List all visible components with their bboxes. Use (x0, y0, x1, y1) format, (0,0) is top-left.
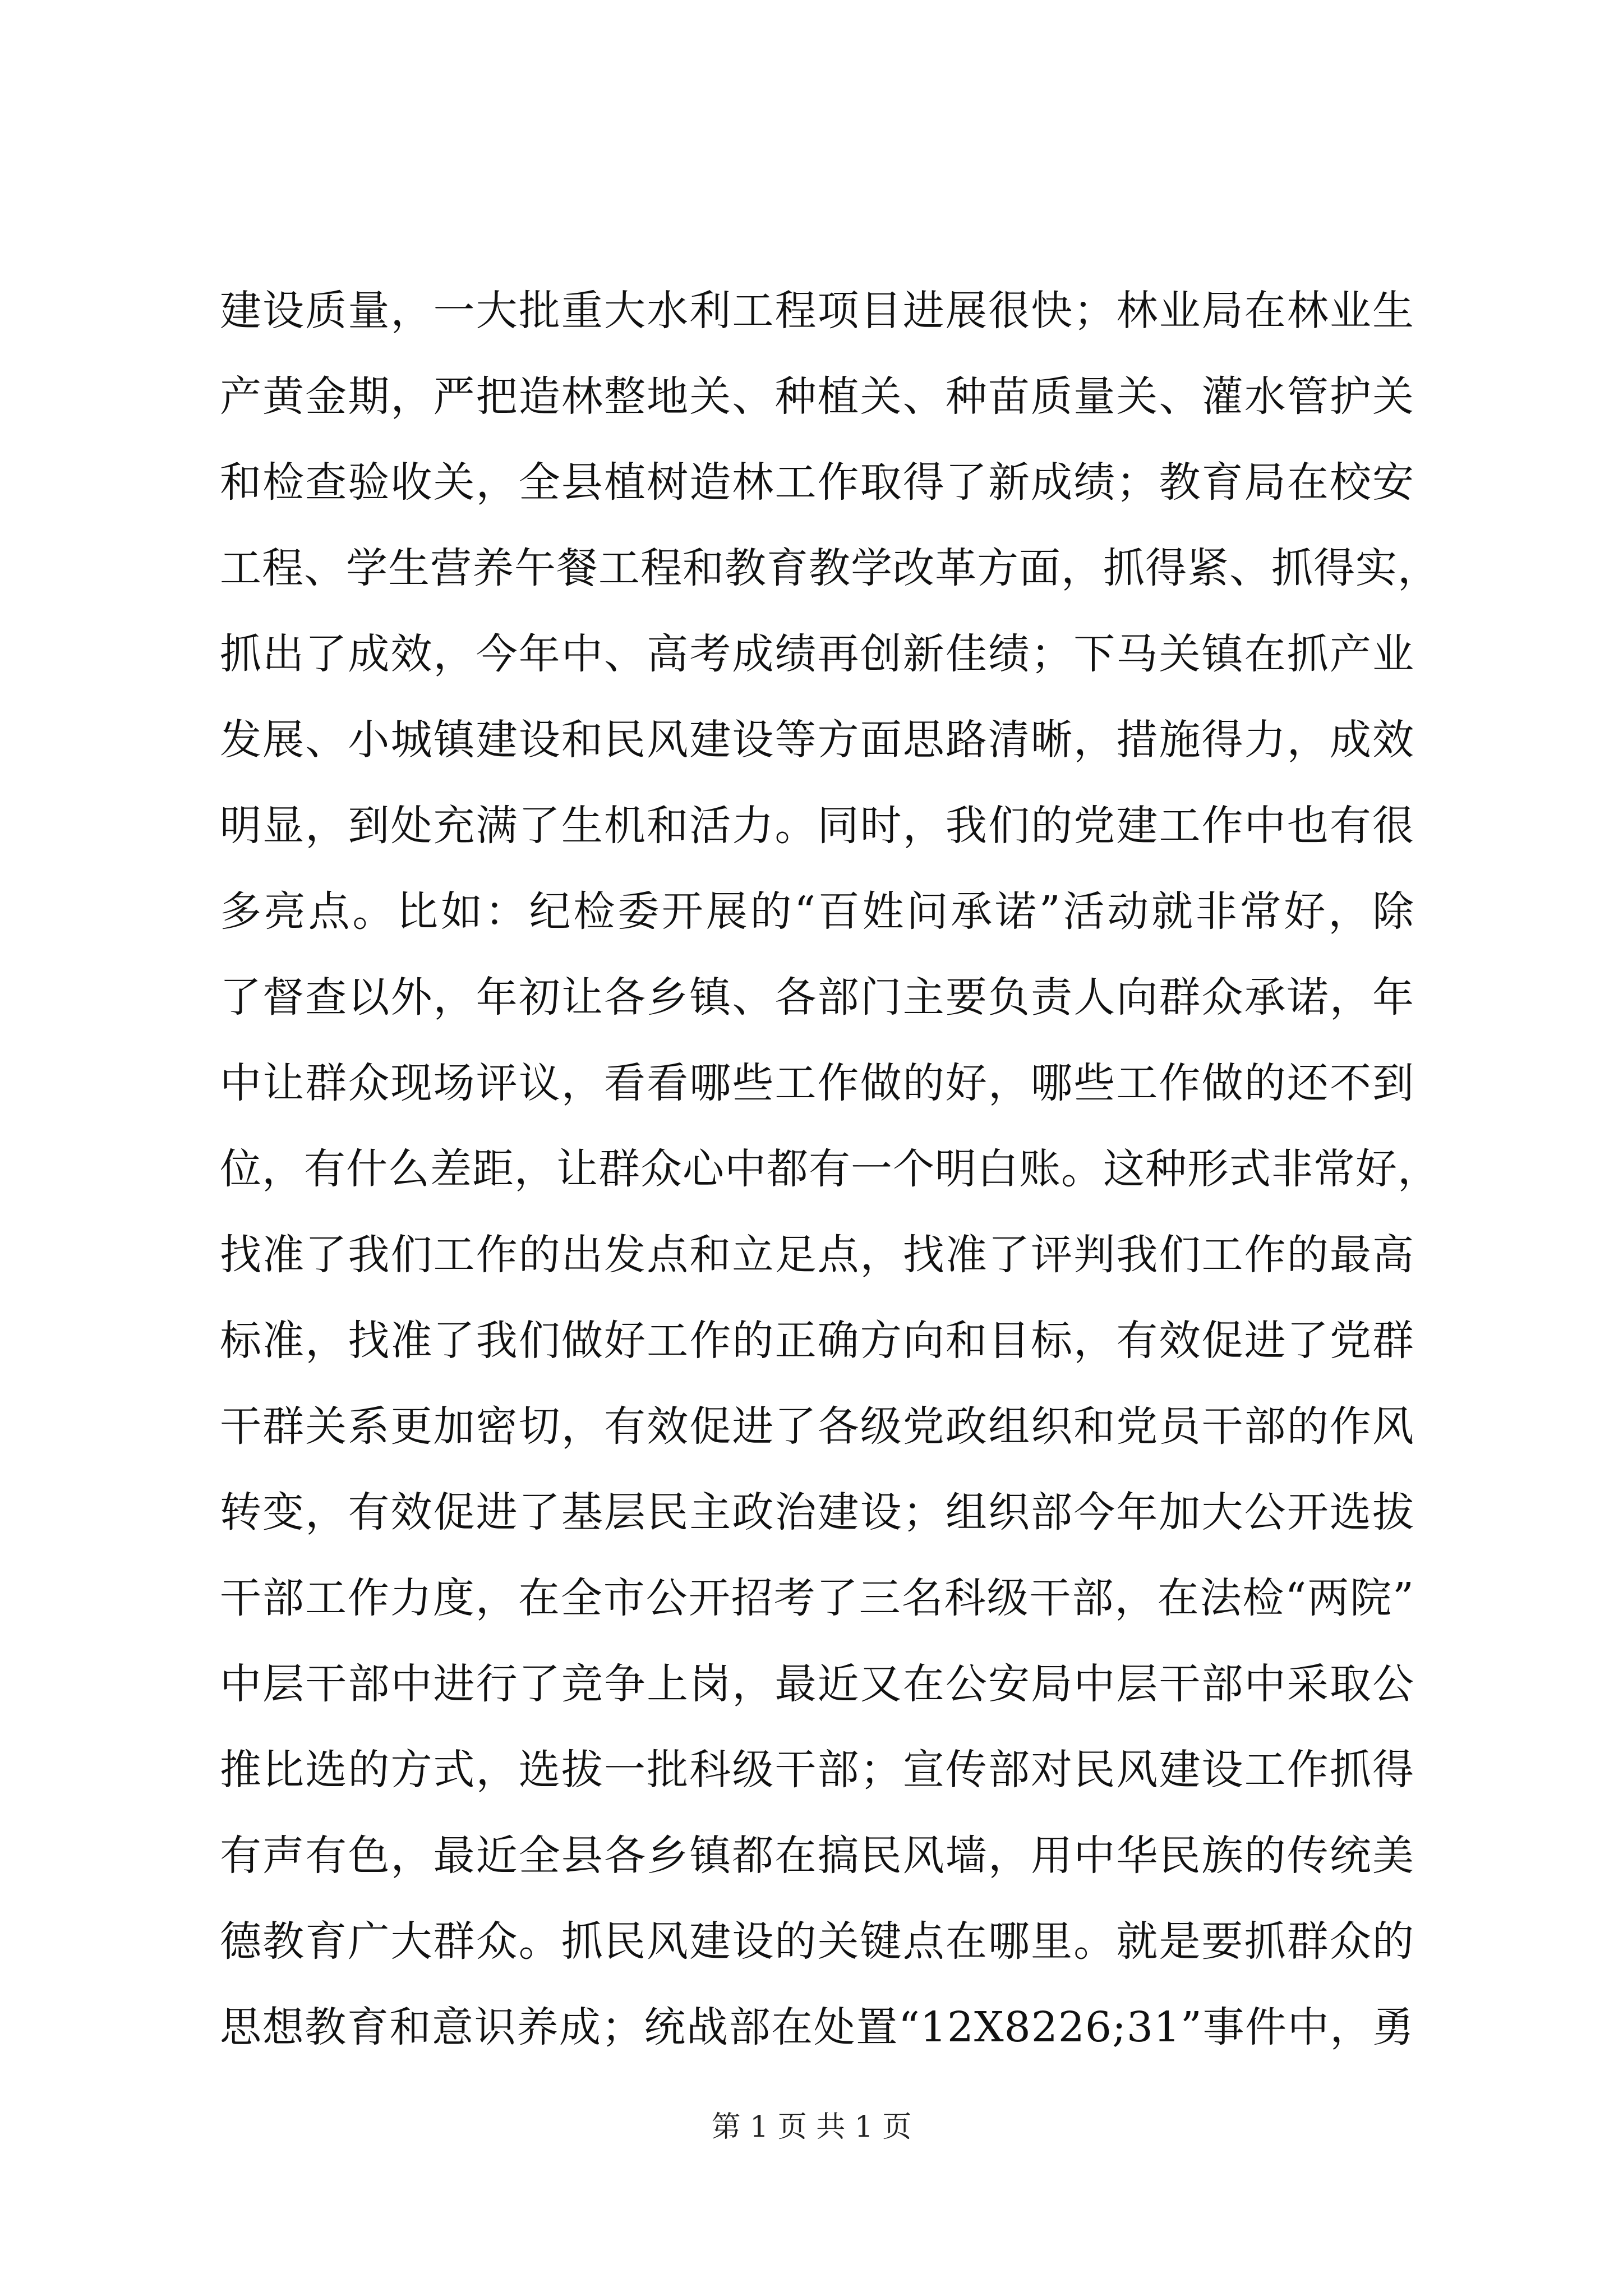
page-footer (0, 2105, 1623, 2150)
text-line: 标准，找准了我们做好工作的正确方向和目标，有效促进了党群 (220, 1317, 1414, 1365)
body-text (220, 268, 1440, 2070)
text-line: 有声有色，最近全县各乡镇都在搞民风墙，用中华民族的传统美 (220, 1832, 1414, 1880)
page-number-label: 第 1 页 共 1 页 (711, 2110, 912, 2144)
text-line: 发展、小城镇建设和民风建设等方面思路清晰，措施得力，成效 (220, 716, 1414, 764)
text-line: 建设质量，一大批重大水利工程项目进展很快；林业局在林业生 (220, 287, 1414, 335)
text-line: 干群关系更加密切，有效促进了各级党政组织和党员干部的作风 (220, 1402, 1414, 1451)
text-line: 思想教育和意识养成；统战部在处置“12X8226;31”事件中，勇 (220, 2003, 1414, 2051)
text-line: 和检查验收关，全县植树造林工作取得了新成绩；教育局在校安 (220, 458, 1414, 507)
text-line: 转变，有效促进了基层民主政治建设；组织部今年加大公开选拔 (220, 1488, 1414, 1536)
text-line: 了督查以外，年初让各乡镇、各部门主要负责人向群众承诺，年 (220, 973, 1414, 1022)
text-line: 抓出了成效，今年中、高考成绩再创新佳绩；下马关镇在抓产业 (220, 630, 1414, 678)
text-line: 产黄金期，严把造林整地关、种植关、种苗质量关、灌水管护关 (220, 372, 1414, 421)
text-line: 多亮点。比如：纪检委开展的“百姓问承诺”活动就非常好，除 (220, 887, 1414, 936)
text-line: 找准了我们工作的出发点和立足点，找准了评判我们工作的最高 (220, 1231, 1414, 1279)
text-line: 干部工作力度，在全市公开招考了三名科级干部，在法检“两院” (220, 1574, 1414, 1622)
text-line: 德教育广大群众。抓民风建设的关键点在哪里。就是要抓群众的 (220, 1917, 1414, 1966)
text-line: 明显，到处充满了生机和活力。同时，我们的党建工作中也有很 (220, 802, 1414, 850)
text-line: 中让群众现场评议，看看哪些工作做的好，哪些工作做的还不到 (220, 1059, 1414, 1107)
text-line: 工程、学生营养午餐工程和教育教学改革方面，抓得紧、抓得实， (220, 544, 1440, 592)
text-line: 位，有什么差距，让群众心中都有一个明白账。这种形式非常好， (220, 1145, 1440, 1193)
text-line: 推比选的方式，选拔一批科级干部；宣传部对民风建设工作抓得 (220, 1746, 1414, 1794)
text-line: 中层干部中进行了竞争上岗，最近又在公安局中层干部中采取公 (220, 1660, 1414, 1708)
